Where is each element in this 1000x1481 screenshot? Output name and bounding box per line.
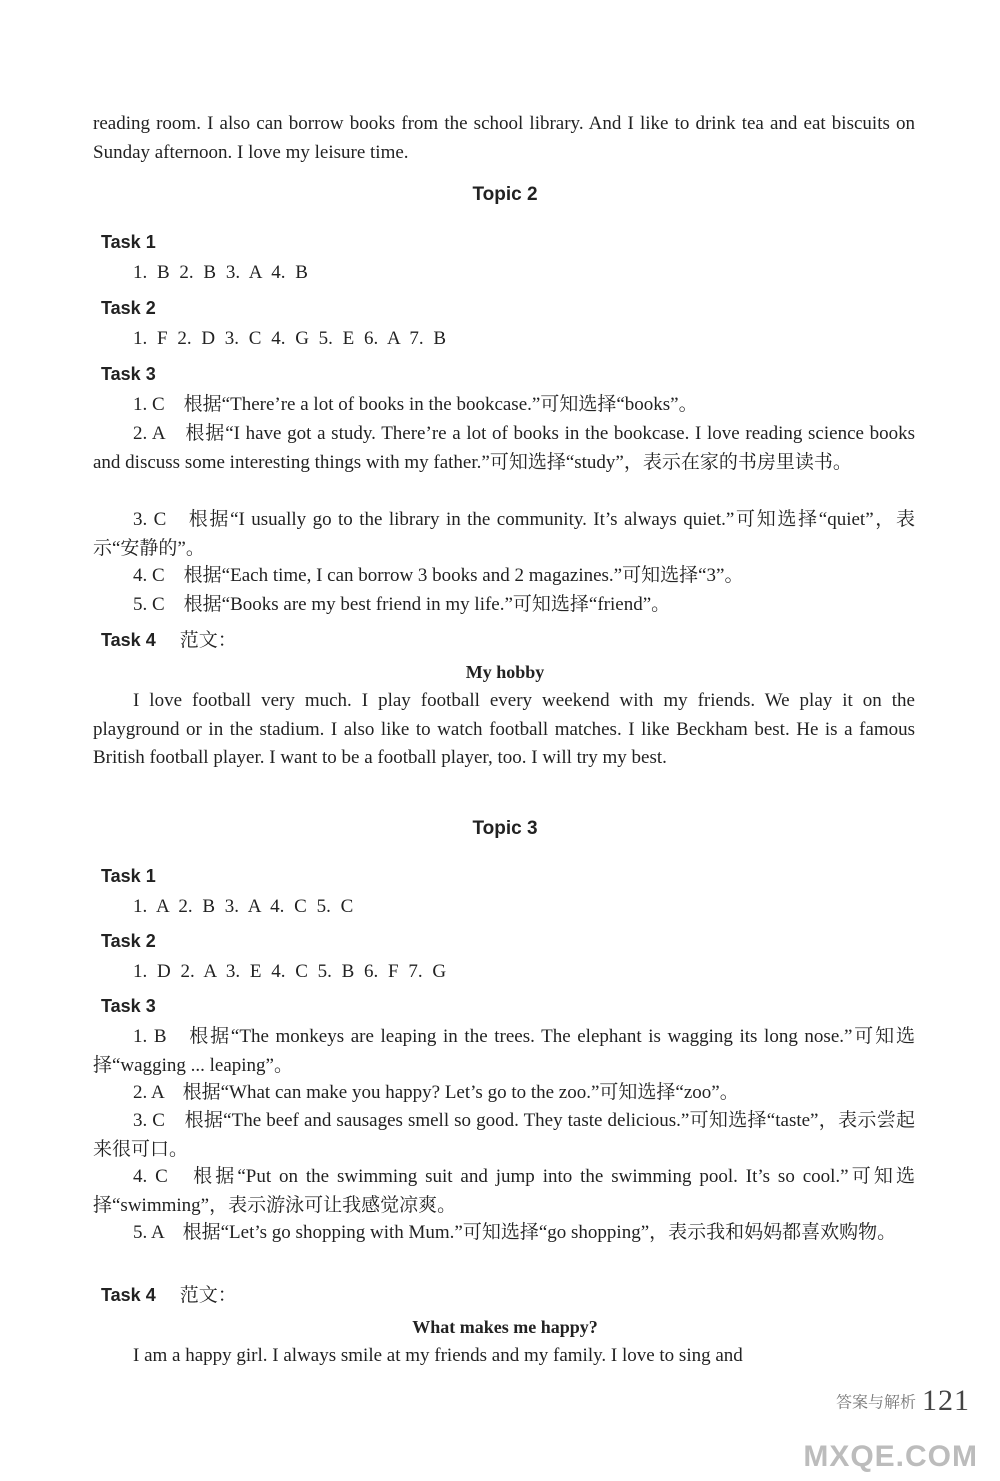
topic3-task4-note: 范文： <box>179 1285 237 1306</box>
topic3-task4-label-text: Task 4 <box>101 1285 156 1305</box>
topic3-task3-item-4: 4. C 根据“Put on the swimming suit and jump into the swimming pool. It’s so cool.”可知选择“swimming”，表示游泳可让我感觉凉爽。 <box>93 1166 915 1216</box>
topic2-task3-item-3: 3. C 根据“I usually go to the library in the community. It’s always quiet.”可知选择“quiet”，表示“安静的”。 <box>93 509 915 559</box>
topic3-task3-label: Task 3 <box>101 996 156 1016</box>
topic2-essay-title: My hobby <box>465 662 545 682</box>
topic2-task1-label: Task 1 <box>101 232 156 252</box>
topic2-task3-item-1: 1. C 根据“There’re a lot of books in the bookcase.”可知选择“books”。 <box>133 394 698 415</box>
topic3-task2-label: Task 2 <box>101 931 156 951</box>
topic2-task4-note: 范文： <box>179 630 237 651</box>
topic2-task3-item-4: 4. C 根据“Each time, I can borrow 3 books and 2 magazines.”可知选择“3”。 <box>133 565 744 586</box>
topic3-task3-item-3: 3. C 根据“The beef and sausages smell so good. They taste delicious.”可知选择“taste”，表示尝起来很可口。 <box>93 1110 915 1160</box>
topic2-task3-label: Task 3 <box>101 364 156 384</box>
topic2-task1-answers: 1. B 2. B 3. A 4. B <box>133 262 308 283</box>
watermark-logo: MXQE.COM <box>803 1440 978 1473</box>
topic3-task4-label <box>101 1283 237 1308</box>
topic2-essay: I love football very much. I play football every weekend with my friends. We play it on the playground or in the stadium. I also like to watch football matches. I like Beckham best. He is a famous British football player. I want to be a football player, too. I will try my best. <box>93 690 915 768</box>
topic3-task3-item-2: 2. A 根据“What can make you happy? Let’s go to the zoo.”可知选择“zoo”。 <box>133 1082 739 1103</box>
topic2-task4-label <box>101 628 237 653</box>
topic3-task1-answers: 1. A 2. B 3. A 4. C 5. C <box>133 896 354 917</box>
topic3-essay-title: What makes me happy? <box>412 1317 598 1337</box>
topic2-task4-label-text: Task 4 <box>101 630 156 650</box>
topic3-heading: Topic 3 <box>472 818 538 839</box>
topic2-task2-answers: 1. F 2. D 3. C 4. G 5. E 6. A 7. B <box>133 328 447 349</box>
topic2-task3-item-5: 5. C 根据“Books are my best friend in my life.”可知选择“friend”。 <box>133 594 671 615</box>
page-footer <box>836 1384 970 1418</box>
footer-label: 答案与解析 <box>835 1392 916 1412</box>
topic2-task3-item-2: 2. A 根据“I have got a study. There’re a lot of books in the bookcase. I love reading science books and discuss some interesting things with my father.”可知选择“study”，表示在家的书房里读书。 <box>93 423 915 473</box>
topic3-task1-label: Task 1 <box>101 866 156 886</box>
topic2-heading: Topic 2 <box>472 184 538 205</box>
topic3-essay: I am a happy girl. I always smile at my friends and my family. I love to sing and <box>133 1345 743 1366</box>
topic2-task2-label: Task 2 <box>101 298 156 318</box>
page-number: 121 <box>922 1384 970 1417</box>
topic3-task3-item-1: 1. B 根据“The monkeys are leaping in the trees. The elephant is wagging its long nose.”可知选择“wagging ... leaping”。 <box>93 1026 915 1076</box>
topic3-task2-answers: 1. D 2. A 3. E 4. C 5. B 6. F 7. G <box>133 961 447 982</box>
topic3-task3-item-5: 5. A 根据“Let’s go shopping with Mum.”可知选择“go shopping”，表示我和妈妈都喜欢购物。 <box>133 1222 897 1243</box>
intro-paragraph: reading room. I also can borrow books from the school library. And I like to drink tea and eat biscuits on Sunday afternoon. I love my leisure time. <box>93 113 915 163</box>
